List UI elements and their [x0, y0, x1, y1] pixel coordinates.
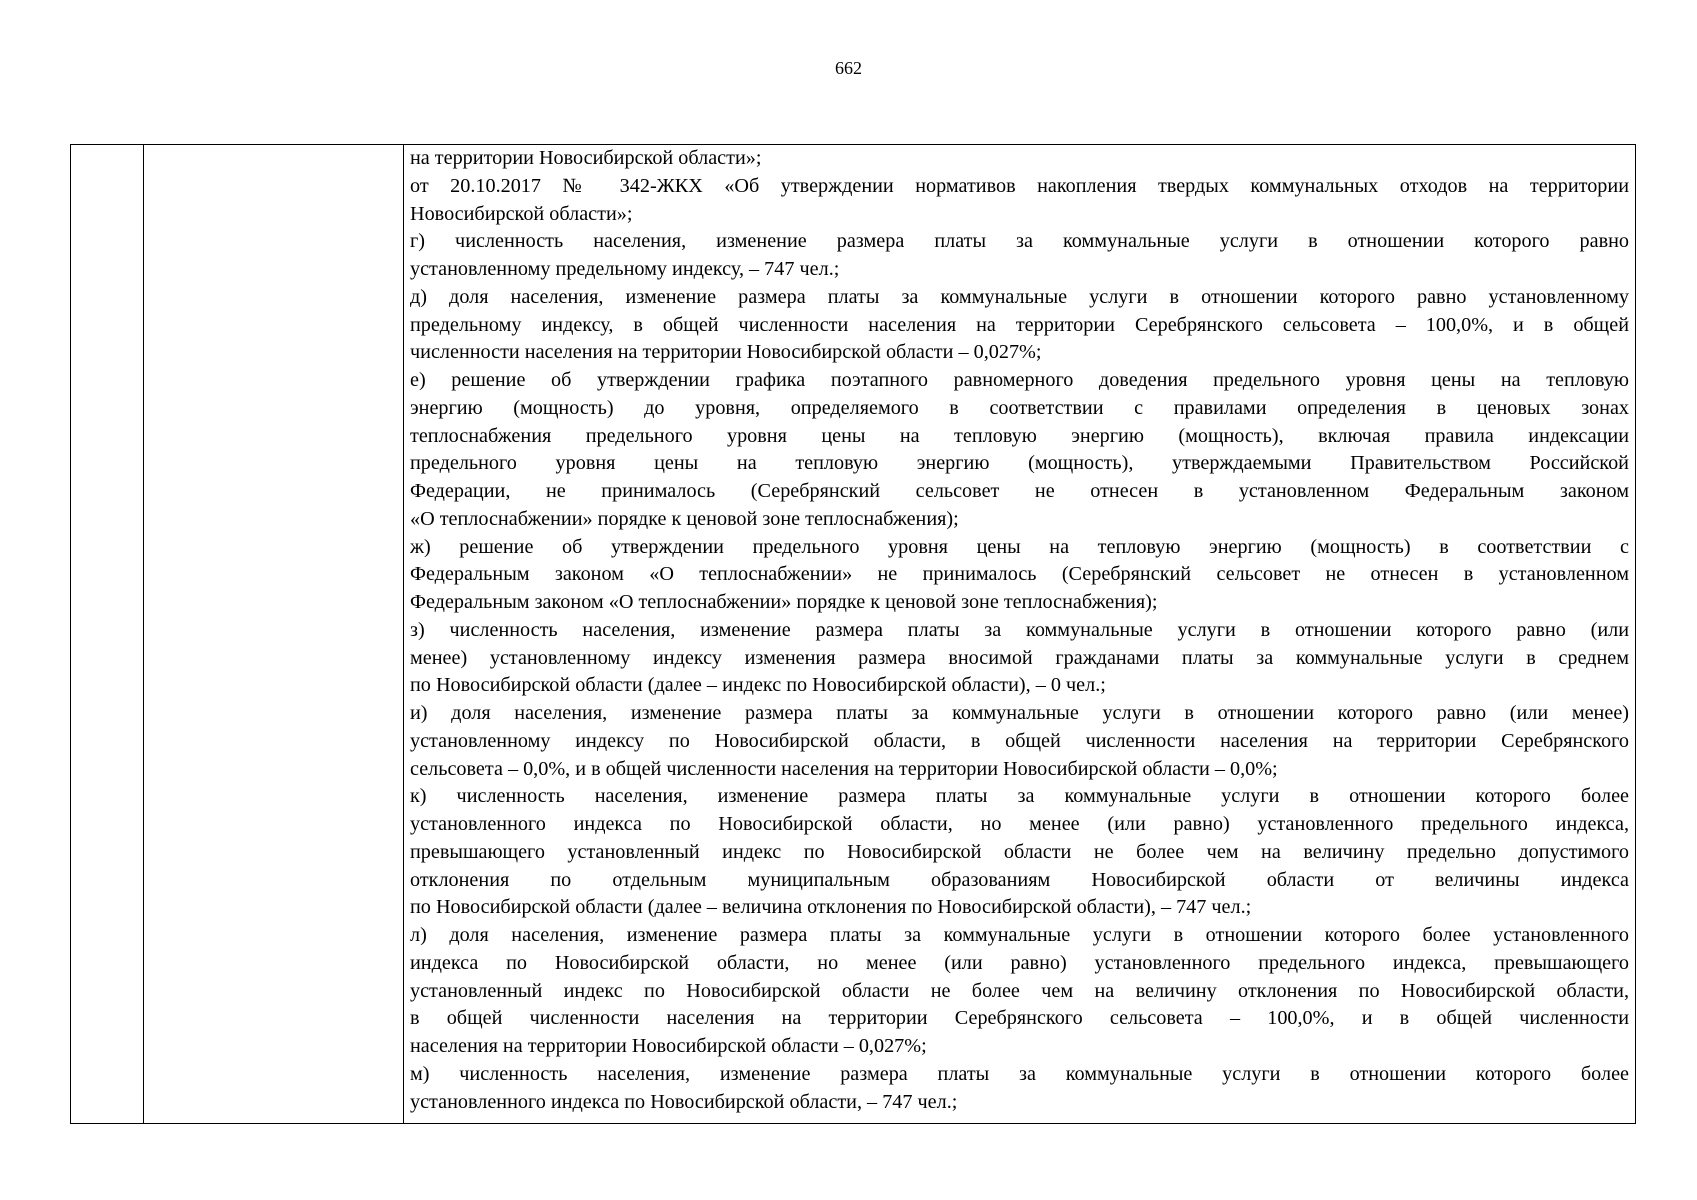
- text-line: д) доля населения, изменение размера платы за коммунальные услуги в отношении которого равно установленному: [410, 285, 1629, 308]
- text-line: превышающего установленный индекс по Новосибирской области не более чем на величину предельно допустимого: [410, 840, 1629, 863]
- text-line: энергию (мощность) до уровня, определяемого в соответствии с правилами определения в ценовых зонах: [410, 396, 1629, 419]
- text-line: установленного индекса по Новосибирской области, но менее (или равно) установленного предельного индекса,: [410, 813, 1629, 835]
- text-line: и) доля населения, изменение размера платы за коммунальные услуги в отношении которого равно (или менее): [410, 702, 1629, 724]
- text-line: з) численность населения, изменение размера платы за коммунальные услуги в отношении которого равно (или: [410, 618, 1629, 641]
- text-line: сельсовета – 0,0%, и в общей численности населения на территории Новосибирской области – 0,0%;: [410, 757, 1278, 780]
- text-line: е) решение об утверждении графика поэтапного равномерного доведения предельного уровня цены на тепловую: [410, 369, 1629, 391]
- text-line: м) численность населения, изменение размера платы за коммунальные услуги в отношении которого более: [410, 1062, 1629, 1085]
- text-line: Федеральным законом «О теплоснабжении» порядке к ценовой зоне теплоснабжения);: [410, 591, 1158, 613]
- text-line: населения на территории Новосибирской области – 0,027%;: [410, 1035, 927, 1057]
- text-cell: [404, 145, 1636, 1124]
- text-line: г) численность населения, изменение размера платы за коммунальные услуги в отношении которого равно: [410, 230, 1629, 253]
- text-line: установленный индекс по Новосибирской области не более чем на величину отклонения по Новосибирской области,: [410, 979, 1629, 1002]
- text-line: к) численность населения, изменение размера платы за коммунальные услуги в отношении которого более: [410, 785, 1629, 808]
- text-line: Федеральным законом «О теплоснабжении» не принималось (Серебрянский сельсовет не отнесен в установленном: [410, 563, 1629, 586]
- text-line: от 20.10.2017 № 342-ЖКХ «Об утверждении нормативов накопления твердых коммунальных отходов на территории: [410, 174, 1629, 197]
- text-line: установленного индекса по Новосибирской области, – 747 чел.;: [410, 1090, 958, 1113]
- empty-cell-number: [71, 145, 144, 1124]
- text-line: установленному индексу по Новосибирской области, в общей численности населения на территории Серебрянского: [410, 729, 1629, 752]
- table-row: [71, 145, 1636, 1124]
- text-line: л) доля населения, изменение размера платы за коммунальные услуги в отношении которого более установленного: [410, 924, 1629, 946]
- text-line: «О теплоснабжении» порядке к ценовой зоне теплоснабжения);: [410, 507, 959, 530]
- text-line: в общей численности населения на территории Серебрянского сельсовета – 100,0%, и в общей численности: [410, 1007, 1629, 1030]
- text-line: индекса по Новосибирской области, но менее (или равно) установленного предельного индекса, превышающего: [410, 951, 1629, 974]
- text-line: по Новосибирской области (далее – величина отклонения по Новосибирской области), – 747 чел.;: [410, 896, 1252, 919]
- text-line: предельному индексу, в общей численности населения на территории Серебрянского сельсовета – 100,0%, и в общей: [410, 313, 1629, 336]
- text-line: менее) установленному индексу изменения размера вносимой гражданами платы за коммунальные услуги в среднем: [410, 646, 1629, 669]
- text-line: Федерации, не принималось (Серебрянский сельсовет не отнесен в установленном Федеральным законом: [410, 480, 1629, 502]
- text-line: ж) решение об утверждении предельного уровня цены на тепловую энергию (мощность) в соответствии с: [410, 535, 1629, 558]
- content-table: [70, 144, 1636, 1124]
- text-line: установленному предельному индексу, – 747 чел.;: [410, 258, 840, 280]
- text-line: на территории Новосибирской области»;: [410, 147, 762, 169]
- text-line: отклонения по отдельным муниципальным образованиям Новосибирской области от величины индекса: [410, 868, 1629, 891]
- page-number: 662: [835, 58, 862, 78]
- text-line: численности населения на территории Новосибирской области – 0,027%;: [410, 341, 1042, 364]
- text-line: предельного уровня цены на тепловую энергию (мощность), утверждаемыми Правительством Российской: [410, 452, 1629, 475]
- text-line: Новосибирской области»;: [410, 202, 633, 225]
- text-line: теплоснабжения предельного уровня цены на тепловую энергию (мощность), включая правила индексации: [410, 424, 1629, 447]
- text-line: по Новосибирской области (далее – индекс по Новосибирской области), – 0 чел.;: [410, 674, 1106, 697]
- empty-cell-name: [144, 145, 404, 1124]
